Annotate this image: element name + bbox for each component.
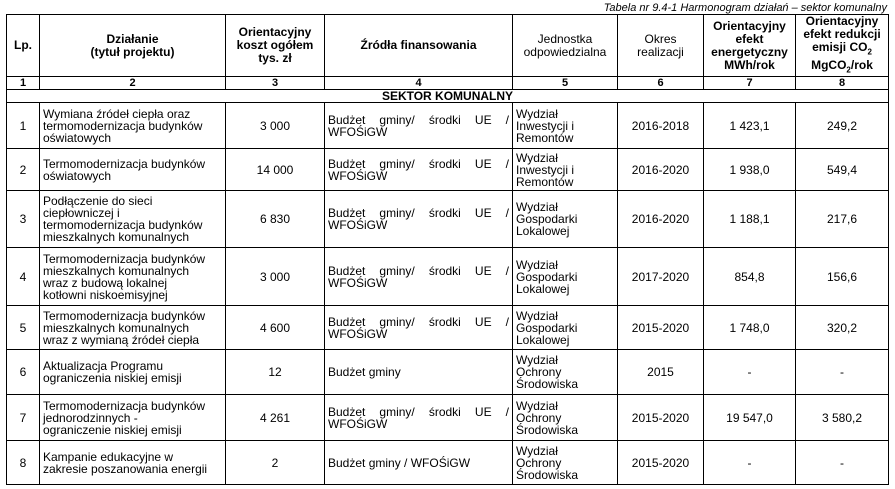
schedule-table bbox=[6, 14, 889, 485]
header-efekt-en-line3: energetyczny bbox=[711, 44, 788, 59]
row-efekt-co2: 320,2 bbox=[796, 306, 889, 350]
header-okres-line1: Okres bbox=[644, 31, 677, 46]
row-dzialanie-line: Podłączenie do sieci bbox=[43, 194, 153, 208]
row-zrodla-word: środki bbox=[428, 404, 461, 419]
row-dzialanie-line: jednorodzinnych - bbox=[43, 410, 138, 425]
row-koszt: 2 bbox=[226, 441, 325, 485]
row-jednostka bbox=[513, 350, 618, 395]
column-number: 2 bbox=[40, 77, 226, 90]
row-dzialanie-line: mieszkalnych komunalnych bbox=[43, 263, 190, 278]
row-jednostka-line: Gospodarki bbox=[516, 320, 578, 335]
row-lp: 8 bbox=[7, 441, 40, 485]
row-dzialanie-line: Aktualizacja Programu bbox=[43, 359, 164, 373]
row-zrodla-line: Budżet gminy / WFOŚiGW bbox=[328, 455, 471, 470]
row-zrodla-word: środki bbox=[428, 206, 461, 220]
row-dzialanie-line: termomodernizacja budynków bbox=[43, 218, 203, 232]
header-okres-line2: realizacji bbox=[637, 44, 684, 59]
row-okres: 2015-2020 bbox=[618, 306, 704, 350]
row-okres: 2016-2020 bbox=[618, 191, 704, 248]
header-jednostka-line2: odpowiedzialna bbox=[523, 44, 607, 59]
row-jednostka-line: Ochrony bbox=[516, 410, 562, 425]
row-zrodla-word: Budżet bbox=[328, 404, 366, 419]
row-dzialanie-line: Termomodernizacja budynków bbox=[43, 308, 206, 323]
row-zrodla-word: Budżet bbox=[328, 112, 366, 127]
row-koszt: 4 261 bbox=[226, 395, 325, 441]
row-jednostka-line: Inwestycji i bbox=[516, 162, 575, 177]
row-dzialanie-line: mieszkalnych komunalnych bbox=[43, 320, 190, 335]
row-efekt-energetyczny: - bbox=[704, 350, 796, 395]
row-dzialanie-line: kotłowni niskoemisyjnej bbox=[43, 287, 168, 302]
row-zrodla-word: / bbox=[505, 156, 509, 171]
row-zrodla-line: Budżet gminy bbox=[328, 365, 401, 379]
row-dzialanie-line: wraz z budową lokalnej bbox=[43, 275, 168, 290]
row-jednostka-line: Lokalowej bbox=[516, 281, 570, 296]
header-jednostka bbox=[513, 15, 618, 77]
row-zrodla-word: / bbox=[505, 314, 509, 329]
row-dzialanie-line: Termomodernizacja budynków bbox=[43, 398, 206, 413]
row-zrodla-line2: WFOŚiGW bbox=[328, 416, 388, 431]
row-zrodla bbox=[325, 350, 513, 395]
row-zrodla-line1 bbox=[328, 316, 509, 328]
row-zrodla bbox=[325, 395, 513, 441]
column-number: 4 bbox=[325, 77, 513, 90]
row-dzialanie-line: mieszkalnych komunalnych bbox=[43, 230, 190, 244]
table-row bbox=[7, 350, 889, 395]
row-jednostka-line: Wydział bbox=[516, 353, 558, 367]
row-zrodla-word: środki bbox=[428, 314, 461, 329]
row-zrodla-word: środki bbox=[428, 263, 461, 278]
row-jednostka-line: Środowiska bbox=[516, 422, 579, 437]
row-jednostka-line: Wydział bbox=[516, 308, 558, 323]
row-zrodla-word: / bbox=[505, 206, 509, 220]
row-zrodla-word: / bbox=[505, 404, 509, 419]
row-dzialanie bbox=[40, 191, 226, 248]
header-okres bbox=[618, 15, 704, 77]
section-title: SEKTOR KOMUNALNY bbox=[7, 90, 889, 103]
row-dzialanie-line: oświatowych bbox=[43, 168, 112, 183]
row-jednostka bbox=[513, 395, 618, 441]
row-jednostka-line: Wydział bbox=[516, 106, 558, 121]
row-jednostka-line: Lokalowej bbox=[516, 332, 570, 347]
column-number: 7 bbox=[704, 77, 796, 90]
row-okres: 2015-2020 bbox=[618, 395, 704, 441]
row-zrodla-word: Budżet bbox=[328, 314, 366, 329]
column-number: 3 bbox=[226, 77, 325, 90]
column-number: 6 bbox=[618, 77, 704, 90]
row-dzialanie bbox=[40, 441, 226, 485]
row-lp: 1 bbox=[7, 103, 40, 149]
row-zrodla-word: UE bbox=[474, 156, 492, 171]
header-koszt-line2: koszt ogółem bbox=[236, 38, 314, 52]
row-zrodla-word: gminy/ bbox=[379, 206, 415, 220]
row-zrodla-word: UE bbox=[474, 112, 492, 127]
header-jednostka-line1: Jednostka bbox=[537, 31, 593, 46]
row-lp: 7 bbox=[7, 395, 40, 441]
row-dzialanie-line: termomodernizacja budynków bbox=[43, 118, 203, 133]
row-zrodla-word: środki bbox=[428, 156, 461, 171]
row-zrodla-word: UE bbox=[474, 263, 492, 278]
header-koszt bbox=[226, 15, 325, 77]
row-dzialanie-line: zakresie poszanowania energii bbox=[43, 461, 208, 476]
row-dzialanie bbox=[40, 149, 226, 191]
header-efekt-en-line2: efekt bbox=[735, 31, 764, 46]
row-zrodla bbox=[325, 306, 513, 350]
row-efekt-co2: 3 580,2 bbox=[796, 395, 889, 441]
header-koszt-line1: Orientacyjny bbox=[238, 25, 312, 39]
table-row bbox=[7, 248, 889, 306]
table-row bbox=[7, 306, 889, 350]
row-zrodla-word: Budżet bbox=[328, 206, 366, 220]
row-zrodla-line2: WFOŚiGW bbox=[328, 218, 388, 232]
row-dzialanie-line: ograniczenie niskiej emisji bbox=[43, 422, 182, 437]
row-zrodla-word: Budżet bbox=[328, 156, 366, 171]
row-efekt-co2: - bbox=[796, 350, 889, 395]
row-efekt-energetyczny: 1 188,1 bbox=[704, 191, 796, 248]
row-zrodla-word: gminy/ bbox=[379, 314, 415, 329]
row-zrodla-line1 bbox=[328, 406, 509, 418]
row-jednostka-line: Wydział bbox=[516, 398, 558, 413]
header-dzialanie-line1: Działanie bbox=[106, 31, 159, 46]
row-okres: 2016-2020 bbox=[618, 149, 704, 191]
row-jednostka-line: Ochrony bbox=[516, 365, 562, 379]
row-zrodla-line1 bbox=[328, 265, 509, 277]
header-co2-subscript-2: 2 bbox=[846, 64, 851, 74]
row-jednostka-line: Remontów bbox=[516, 174, 574, 189]
row-jednostka bbox=[513, 248, 618, 306]
header-zrodla bbox=[325, 15, 513, 77]
row-zrodla-word: gminy/ bbox=[379, 404, 415, 419]
row-efekt-energetyczny: 19 547,0 bbox=[704, 395, 796, 441]
table-body bbox=[7, 103, 889, 485]
row-zrodla-word: UE bbox=[474, 404, 492, 419]
row-efekt-energetyczny: 1 423,1 bbox=[704, 103, 796, 149]
column-number: 5 bbox=[513, 77, 618, 90]
row-jednostka-line: Wydział bbox=[516, 257, 558, 272]
row-dzialanie-line: Wymiana źródeł ciepła oraz bbox=[43, 106, 191, 121]
row-zrodla bbox=[325, 441, 513, 485]
row-zrodla-line2: WFOŚiGW bbox=[328, 168, 388, 183]
row-dzialanie bbox=[40, 103, 226, 149]
row-efekt-co2: 217,6 bbox=[796, 191, 889, 248]
row-zrodla-line2: WFOŚiGW bbox=[328, 275, 388, 290]
table-row bbox=[7, 395, 889, 441]
row-jednostka bbox=[513, 103, 618, 149]
table-row bbox=[7, 191, 889, 248]
row-jednostka-line: Gospodarki bbox=[516, 212, 578, 226]
row-dzialanie-line: Termomodernizacja budynków bbox=[43, 156, 206, 171]
row-zrodla bbox=[325, 103, 513, 149]
row-koszt: 3 000 bbox=[226, 248, 325, 306]
row-koszt: 14 000 bbox=[226, 149, 325, 191]
row-dzialanie bbox=[40, 395, 226, 441]
row-koszt: 4 600 bbox=[226, 306, 325, 350]
header-dzialanie-line2: (tytuł projektu) bbox=[90, 44, 175, 59]
row-zrodla-word: UE bbox=[474, 206, 492, 220]
header-row bbox=[7, 15, 889, 77]
row-jednostka-line: Remontów bbox=[516, 130, 574, 145]
header-efekt-co2-line3-text: emisji CO bbox=[812, 40, 868, 55]
row-koszt: 3 000 bbox=[226, 103, 325, 149]
header-efekt-energetyczny bbox=[704, 15, 796, 77]
row-dzialanie bbox=[40, 306, 226, 350]
row-okres: 2015-2020 bbox=[618, 441, 704, 485]
row-lp: 2 bbox=[7, 149, 40, 191]
row-jednostka-line: Środowiska bbox=[516, 377, 579, 391]
row-dzialanie-line: Termomodernizacja budynków bbox=[43, 251, 206, 266]
row-lp: 5 bbox=[7, 306, 40, 350]
column-number: 1 bbox=[7, 77, 40, 90]
header-efekt-en-line4: MWh/rok bbox=[724, 57, 775, 72]
header-efekt-co2-line3 bbox=[797, 41, 887, 58]
table-row bbox=[7, 441, 889, 485]
row-jednostka bbox=[513, 306, 618, 350]
header-lp-label: Lp. bbox=[14, 38, 32, 52]
header-efekt-co2-line4b: /rok bbox=[850, 57, 873, 72]
row-efekt-energetyczny: 1 938,0 bbox=[704, 149, 796, 191]
header-co2-subscript: 2 bbox=[867, 47, 872, 57]
header-efekt-co2 bbox=[796, 15, 889, 77]
header-lp bbox=[7, 15, 40, 77]
row-lp: 4 bbox=[7, 248, 40, 306]
row-zrodla-word: gminy/ bbox=[379, 156, 415, 171]
row-efekt-co2: - bbox=[796, 441, 889, 485]
row-lp: 6 bbox=[7, 350, 40, 395]
row-dzialanie bbox=[40, 350, 226, 395]
row-jednostka-line: Ochrony bbox=[516, 455, 562, 470]
row-koszt: 12 bbox=[226, 350, 325, 395]
row-jednostka-line: Środowiska bbox=[516, 467, 579, 482]
table-row bbox=[7, 103, 889, 149]
table-caption: Tabela nr 9.4-1 Harmonogram działań – sektor komunalny bbox=[603, 2, 887, 14]
row-efekt-energetyczny: - bbox=[704, 441, 796, 485]
header-efekt-en-line1: Orientacyjny bbox=[713, 18, 786, 33]
row-jednostka bbox=[513, 149, 618, 191]
table-row bbox=[7, 149, 889, 191]
row-zrodla-word: / bbox=[505, 112, 509, 127]
row-dzialanie-line: ograniczenia niskiej emisji bbox=[43, 371, 182, 385]
row-zrodla bbox=[325, 191, 513, 248]
row-efekt-co2: 249,2 bbox=[796, 103, 889, 149]
row-efekt-energetyczny: 1 748,0 bbox=[704, 306, 796, 350]
row-lp: 3 bbox=[7, 191, 40, 248]
row-jednostka-line: Gospodarki bbox=[516, 269, 578, 284]
row-efekt-co2: 549,4 bbox=[796, 149, 889, 191]
row-zrodla-line2: WFOŚiGW bbox=[328, 326, 388, 341]
row-zrodla bbox=[325, 248, 513, 306]
row-zrodla-word: / bbox=[505, 263, 509, 278]
row-jednostka-line: Lokalowej bbox=[516, 224, 570, 238]
row-jednostka bbox=[513, 191, 618, 248]
column-number: 8 bbox=[796, 77, 889, 90]
row-dzialanie-line: Kampanie edukacyjne w bbox=[43, 449, 174, 464]
row-jednostka-line: Wydział bbox=[516, 150, 558, 165]
row-zrodla-word: UE bbox=[474, 314, 492, 329]
row-okres: 2017-2020 bbox=[618, 248, 704, 306]
header-efekt-co2-line1: Orientacyjny bbox=[805, 14, 879, 29]
row-jednostka-line: Inwestycji i bbox=[516, 118, 575, 133]
row-zrodla-word: gminy/ bbox=[379, 112, 415, 127]
header-dzialanie bbox=[40, 15, 226, 77]
row-efekt-energetyczny: 854,8 bbox=[704, 248, 796, 306]
header-efekt-co2-line2: efekt redukcji bbox=[803, 27, 881, 42]
header-efekt-co2-line4a: MgCO bbox=[811, 57, 847, 72]
row-dzialanie-line: oświatowych bbox=[43, 130, 112, 145]
header-efekt-co2-line4 bbox=[797, 59, 887, 76]
header-zrodla-label: Źródła finansowania bbox=[360, 38, 477, 52]
column-number-row bbox=[7, 77, 889, 90]
row-jednostka bbox=[513, 441, 618, 485]
row-okres: 2015 bbox=[618, 350, 704, 395]
row-jednostka-line: Wydział bbox=[516, 200, 558, 214]
row-zrodla-line1 bbox=[328, 158, 509, 170]
row-dzialanie-line: ciepłowniczej i bbox=[43, 206, 120, 220]
row-zrodla-word: środki bbox=[428, 112, 461, 127]
row-zrodla-word: Budżet bbox=[328, 263, 366, 278]
header-koszt-line3: tys. zł bbox=[258, 51, 292, 65]
row-zrodla bbox=[325, 149, 513, 191]
row-dzialanie-line: wraz z wymianą źródeł ciepła bbox=[43, 332, 200, 347]
row-efekt-co2: 156,6 bbox=[796, 248, 889, 306]
row-koszt: 6 830 bbox=[226, 191, 325, 248]
row-jednostka-line: Wydział bbox=[516, 443, 558, 458]
row-zrodla-line2: WFOŚiGW bbox=[328, 124, 388, 139]
row-zrodla-word: gminy/ bbox=[379, 263, 415, 278]
row-dzialanie bbox=[40, 248, 226, 306]
section-row bbox=[7, 90, 889, 103]
row-zrodla-line1 bbox=[328, 114, 509, 126]
row-okres: 2016-2018 bbox=[618, 103, 704, 149]
